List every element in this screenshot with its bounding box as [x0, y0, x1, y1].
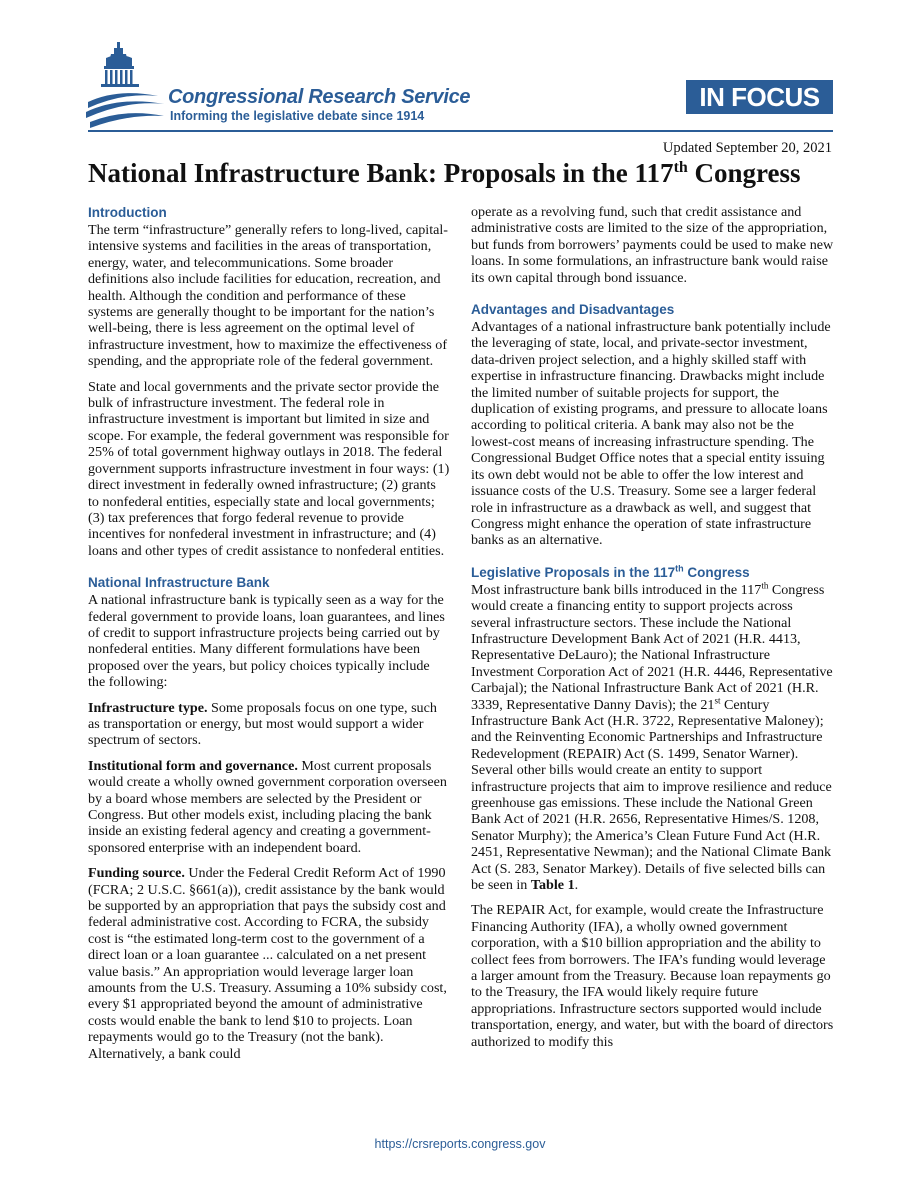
page-title: National Infrastructure Bank: Proposals in the 117th Congress [88, 158, 801, 188]
paragraph: State and local governments and the private sector provide the bulk of infrastructure investment. The federal role in infrastructure investment is important but limited in size and scope. For example, the federal government was responsible for 25% of total government highway outlays in 2018. The federal government supports infrastructure investment in four ways: (1) direct investment in federally owned infrastructure; (2) grants to nonfederal entities, especially state and local governments; (3) tax preferences that forgo federal revenue to provide incentives for nonfederal investment in infrastructure; and (4) loans and other types of credit assistance to nonfederal entities. [88, 378, 450, 559]
org-tagline: Informing the legislative debate since 1914 [170, 109, 425, 123]
page-header [0, 0, 920, 140]
paragraph: A national infrastructure bank is typically seen as a way for the federal government to provide loans, loan guarantees, and lines of credit to support infrastructure projects being carried out by nonfederal entities. Many different formulations have been proposed over the years, but policy choices typically include the following: [88, 592, 445, 691]
in-focus-badge: IN FOCUS [686, 80, 833, 114]
section-heading-introduction: Introduction [88, 205, 167, 220]
org-name: Congressional Research Service [168, 86, 471, 108]
paragraph-governance: Institutional form and governance. Most current proposals would create a wholly owned government corporation overseen by a board whose members are selected by the President or Congress. But other models exist, including placing the bank inside an existing federal agency and creating a government-sponsored enterprise with an independent board. [88, 757, 447, 856]
paragraph-funding-source: Funding source. Under the Federal Credit Reform Act of 1990 (FCRA; 2 U.S.C. §661(a)), credit assistance by the bank would be supported by an appropriation that pays the subsidy cost and federal administrative cost. According to FCRA, the subsidy cost is “the estimated long-term cost to the government of a direct loan or a loan guarantee ... calculated on a net present value basis.” An appropriation would leverage larger loan amounts from the U.S. Treasury. Assuming a 10% subsidy cost, every $1 appropriated beyond the amount of administrative costs would enable the bank to lend $10 to projects. Loan repayments would go to the Treasury (not the bank). Alternatively, a bank could [88, 865, 447, 1062]
section-heading-legislative-proposals: Legislative Proposals in the 117th Congress [471, 563, 750, 580]
paragraph-infrastructure-type: Infrastructure type. Some proposals focus on one type, such as transportation or energy, but most would support a wider spectrum of sectors. [88, 699, 437, 749]
right-column [471, 204, 835, 1050]
table-reference: Table 1 [530, 877, 575, 894]
paragraph: Most infrastructure bank bills introduced in the 117th Congress would create a financing entity to support projects across several infrastructure sectors. These include the National Infrastructure Development Bank Act of 2021 (H.R. 4413, Representative DeLauro); the National Infrastructure Investment Corporation Act of 2021 (H.R. 4446, Representative Carbajal); the National Infrastructure Bank Act of 2021 (H.R. 3339, Representative Danny Davis); the 21st Century Infrastructure Bank Act (H.R. 3722, Representative Maloney); and the Reinventing Economic Partnerships and Infrastructure Redevelopment (REPAIR) Act (S. 1499, Senator Warner). Several other bills would create an entity to support infrastructure projects that aim to improve resilience and reduce greenhouse gas emissions. These include the National Green Bank Act of 2021 (H.R. 2656, Representative Himes/S. 1208, Senator Murphy); the America’s Clean Future Fund Act (H.R. 2451, Representative Newman); and the National Climate Bank Act (S. 283, Senator Markey). Details of five selected bills can be seen in Table 1. [471, 580, 833, 894]
paragraph: The REPAIR Act, for example, would create the Infrastructure Financing Authority (IFA), a wholly owned government corporation, with a $10 billion appropriation and the ability to collect fees from borrowers. The IFA’s funding would leverage a larger amount from the Treasury. Because loan repayments go to the Treasury, the IFA would likely require future appropriations. Infrastructure sectors supported would include transportation, energy, and water, but with the board of directors authorized to modify this [471, 902, 834, 1050]
paragraph: operate as a revolving fund, such that credit assistance and administrative costs are limited to the size of the appropriation, but funds from borrowers’ payments could be used to make new loans. In some formulations, an infrastructure bank would raise its own capital through bond issuance. [471, 204, 834, 286]
footer-url-link[interactable]: https://crsreports.congress.gov [374, 1137, 546, 1151]
header-rule [88, 130, 833, 132]
capitol-dome-logo-icon [84, 40, 174, 132]
left-column [88, 204, 450, 1062]
section-heading-advantages: Advantages and Disadvantages [471, 302, 675, 318]
paragraph: The term “infrastructure” generally refers to long-lived, capital-intensive systems and facilities in the areas of transportation, energy, water, and telecommunications. Some broader definitions also include facilities for education, recreation, and health. Although the condition and performance of these systems are generally thought to be important for the nation’s well-being, there is less agreement on the optimal level of infrastructure investment, how to maximize the effectiveness of spending, and the appropriate role of the federal government. [88, 222, 449, 370]
updated-date: Updated September 20, 2021 [662, 140, 832, 156]
section-heading-national-infrastructure-bank: National Infrastructure Bank [88, 575, 270, 591]
paragraph: Advantages of a national infrastructure bank potentially include the leveraging of state, local, and private-sector investment, data-driven project selection, and a highly skilled staff with expertise in infrastructure financing. Drawbacks might include the limited number of suitable projects for support, the duplication of existing programs, and pressure to allocate loans according to political criteria. A bank may also not be the lowest-cost means of increasing infrastructure spending. The Congressional Budget Office notes that a special entity issuing its own debt would not be able to offer the low interest and issuance costs of the U.S. Treasury. Some see a larger federal role in infrastructure as a drawback as well, and suggest that Congress might enhance the operation of state infrastructure banks as an alternative. [471, 319, 831, 549]
